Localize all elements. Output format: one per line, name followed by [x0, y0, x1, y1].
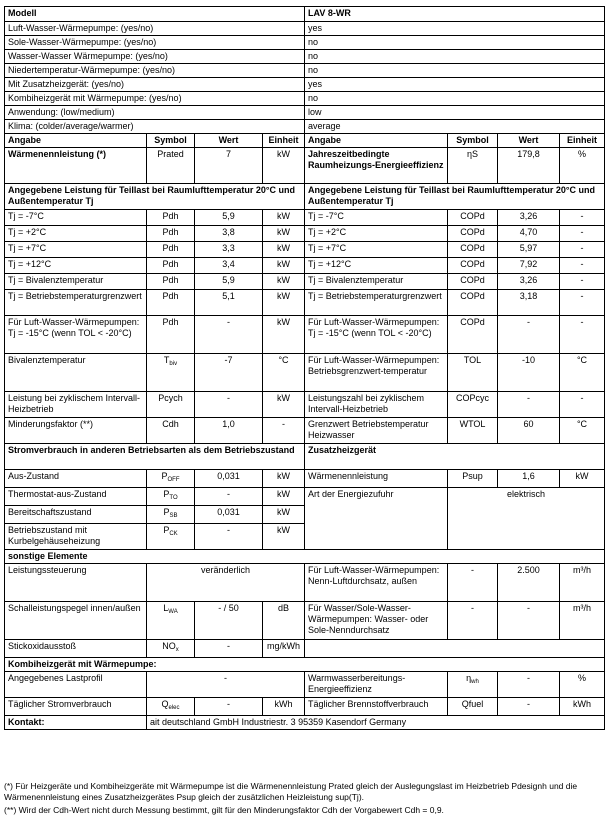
top-row-label: Klima: (colder/average/warmer) — [5, 120, 305, 134]
strom-symbol — [147, 488, 195, 506]
teillast-unit: kW — [263, 274, 305, 290]
daily-strom-symbol — [147, 698, 195, 716]
teillast-symbol: $T_{biv}$ — [147, 354, 195, 392]
teillast-label: Bivalenztemperatur — [5, 354, 147, 392]
daily-fuel-symbol: Qfuel — [448, 698, 498, 716]
teillast-label-right: Grenzwert Betriebstemperatur Heizwasser — [305, 418, 448, 444]
teillast-symbol: Pdh — [147, 242, 195, 258]
teillast-unit-right: - — [560, 210, 605, 226]
symbol-subscript: biv — [169, 361, 178, 367]
rated-unit: kW — [263, 148, 305, 184]
teillast-unit: kW — [263, 290, 305, 316]
schall-value: - / 50 — [195, 602, 263, 640]
teillast-value-right: 3,26 — [498, 274, 560, 290]
daily-fuel-label: Täglicher Brennstoffverbrauch — [305, 698, 448, 716]
teillast-unit: kW — [263, 210, 305, 226]
strom-label: Betriebszustand mit Kurbelgehäuseheizung — [5, 524, 147, 550]
top-row-value: average — [305, 120, 605, 134]
symbol-text: η — [466, 673, 472, 683]
teillast-label: Tj = +2°C — [5, 226, 147, 242]
ww-eff-value: - — [498, 672, 560, 698]
strom-symbol — [147, 470, 195, 488]
nox-unit: mg/kWh — [263, 640, 305, 658]
table-row — [5, 418, 605, 444]
teillast-unit-right: - — [560, 242, 605, 258]
table-row — [5, 64, 605, 78]
table-row — [5, 134, 605, 148]
teillast-unit-right: - — [560, 258, 605, 274]
teillast-symbol: Pdh — [147, 290, 195, 316]
sole-unit: m³/h — [560, 602, 605, 640]
zusatz-energy-value: elektrisch — [448, 488, 605, 550]
teillast-symbol-right: COPd — [448, 210, 498, 226]
luft-value: 2.500 — [498, 564, 560, 602]
strom-value: - — [195, 524, 263, 550]
strom-unit: kW — [263, 488, 305, 506]
luft-label: Für Luft-Wasser-Wärmepumpen: Nenn-Luftdurchsatz, außen — [305, 564, 448, 602]
teillast-label: Minderungsfaktor (**) — [5, 418, 147, 444]
col-header-einheit: Einheit — [263, 134, 305, 148]
teillast-label-right: Für Luft-Wasser-Wärmepumpen: Betriebsgrenzwert-temperatur — [305, 354, 448, 392]
table-row — [5, 716, 605, 730]
col-header-symbol: Symbol — [448, 134, 498, 148]
strom-value: - — [195, 488, 263, 506]
col-header-symbol: Symbol — [147, 134, 195, 148]
teillast-unit-right: - — [560, 290, 605, 316]
symbol-text: P — [163, 507, 170, 517]
efficiency-symbol: ηS — [448, 148, 498, 184]
teillast-symbol-right: COPd — [448, 290, 498, 316]
efficiency-label: Jahreszeitbedingte Raumheizungs-Energieeffizienz — [305, 148, 448, 184]
footnotes — [4, 781, 604, 818]
teillast-title-right: Angegebene Leistung für Teillast bei Raumlufttemperatur 20°C und Außentemperatur Tj — [305, 184, 605, 210]
empty-cell — [305, 640, 605, 658]
top-row-label: Kombiheizgerät mit Wärmepumpe: (yes/no) — [5, 92, 305, 106]
teillast-unit: °C — [263, 354, 305, 392]
strom-unit: kW — [263, 470, 305, 488]
table-row — [5, 184, 605, 210]
teillast-symbol-right: COPd — [448, 274, 498, 290]
footnote-rated: (*) Für Heizgeräte und Kombiheizgeräte mit Wärmepumpe ist die Wärmenennleistung Prated gleich der Auslegungslast im Heizbetrieb Pdesignh und die Wärmenennleistung eines Zusatzheizgerätes Psup gleich der zusätzlichen Heizleistung sup(Tj). — [4, 781, 578, 802]
strom-label: Bereitschaftszustand — [5, 506, 147, 524]
symbol-subscript: WA — [168, 609, 178, 615]
table-row — [5, 120, 605, 134]
symbol-subscript: OFF — [167, 477, 180, 483]
strom-symbol — [147, 506, 195, 524]
teillast-symbol: Pdh — [147, 316, 195, 354]
symbol-text: L — [163, 603, 169, 613]
teillast-value: 5,9 — [195, 210, 263, 226]
teillast-unit-right: °C — [560, 418, 605, 444]
top-row-label: Wasser-Wasser Wärmepumpe: (yes/no) — [5, 50, 305, 64]
top-row-label: Luft-Wasser-Wärmepumpe: (yes/no) — [5, 22, 305, 36]
top-row-label: Sole-Wasser-Wärmepumpe: (yes/no) — [5, 36, 305, 50]
table-row — [5, 470, 605, 488]
teillast-value: 1,0 — [195, 418, 263, 444]
col-header-angabe: Angabe — [5, 134, 147, 148]
symbol-subscript: wh — [471, 679, 479, 685]
symbol-text: NO — [162, 641, 176, 651]
teillast-label: Leistung bei zyklischem Intervall-Heizbetrieb — [5, 392, 147, 418]
efficiency-value: 179,8 — [498, 148, 560, 184]
nox-symbol — [147, 640, 195, 658]
top-row-value: no — [305, 64, 605, 78]
daily-fuel-value: - — [498, 698, 560, 716]
schall-symbol — [147, 602, 195, 640]
zusatz-title: Zusatzheizgerät — [305, 444, 605, 470]
teillast-symbol-right: WTOL — [448, 418, 498, 444]
spec-table — [4, 6, 605, 730]
teillast-label: Tj = Bivalenztemperatur — [5, 274, 147, 290]
table-row — [5, 672, 605, 698]
efficiency-unit: % — [560, 148, 605, 184]
teillast-symbol: Pdh — [147, 226, 195, 242]
table-row — [5, 210, 605, 226]
table-row — [5, 106, 605, 120]
daily-fuel-unit: kWh — [560, 698, 605, 716]
teillast-symbol-right: COPd — [448, 226, 498, 242]
teillast-value: - — [195, 316, 263, 354]
zusatz-rated-unit: kW — [560, 470, 605, 488]
teillast-unit: kW — [263, 392, 305, 418]
teillast-symbol-right: COPd — [448, 242, 498, 258]
teillast-unit-right: - — [560, 392, 605, 418]
teillast-symbol-right: COPcyc — [448, 392, 498, 418]
table-row — [5, 50, 605, 64]
strom-symbol — [147, 524, 195, 550]
teillast-value-right: 5,97 — [498, 242, 560, 258]
kombi-title: Kombiheizgerät mit Wärmepumpe: — [5, 658, 605, 672]
strom-value: 0,031 — [195, 506, 263, 524]
teillast-value: 3,3 — [195, 242, 263, 258]
zusatz-rated-symbol: Psup — [448, 470, 498, 488]
teillast-value: 3,8 — [195, 226, 263, 242]
model-value: LAV 8-WR — [305, 7, 605, 22]
strom-unit: kW — [263, 524, 305, 550]
teillast-label: Tj = +12°C — [5, 258, 147, 274]
teillast-symbol-right: TOL — [448, 354, 498, 392]
teillast-unit: kW — [263, 242, 305, 258]
table-row — [5, 602, 605, 640]
model-label: Modell — [5, 7, 305, 22]
teillast-value-right: 60 — [498, 418, 560, 444]
table-row — [5, 392, 605, 418]
ww-eff-unit: % — [560, 672, 605, 698]
teillast-unit: kW — [263, 226, 305, 242]
table-row — [5, 640, 605, 658]
table-row — [5, 22, 605, 36]
teillast-value-right: 3,26 — [498, 210, 560, 226]
daily-strom-unit: kWh — [263, 698, 305, 716]
col-header-wert: Wert — [195, 134, 263, 148]
teillast-value-right: - — [498, 316, 560, 354]
teillast-symbol: Pdh — [147, 210, 195, 226]
teillast-label-right: Tj = Betriebstemperaturgrenzwert — [305, 290, 448, 316]
teillast-label-right: Tj = +2°C — [305, 226, 448, 242]
teillast-symbol: Pdh — [147, 274, 195, 290]
strom-label: Thermostat-aus-Zustand — [5, 488, 147, 506]
teillast-value-right: - — [498, 392, 560, 418]
steuer-label: Leistungssteuerung — [5, 564, 147, 602]
table-row — [5, 148, 605, 184]
teillast-label-right: Tj = -7°C — [305, 210, 448, 226]
rated-symbol: Prated — [147, 148, 195, 184]
teillast-label: Tj = Betriebstemperaturgrenzwert — [5, 290, 147, 316]
top-row-value: no — [305, 50, 605, 64]
symbol-subscript: x — [175, 647, 179, 653]
schall-unit: dB — [263, 602, 305, 640]
table-row — [5, 354, 605, 392]
ww-eff-symbol — [448, 672, 498, 698]
teillast-label-right: Tj = +12°C — [305, 258, 448, 274]
sonstige-title: sonstige Elemente — [5, 550, 605, 564]
teillast-symbol: Cdh — [147, 418, 195, 444]
symbol-text: P — [163, 489, 170, 499]
top-row-value: low — [305, 106, 605, 120]
table-row — [5, 698, 605, 716]
table-row — [5, 258, 605, 274]
col-header-einheit: Einheit — [560, 134, 605, 148]
teillast-unit-right: °C — [560, 354, 605, 392]
top-row-value: no — [305, 92, 605, 106]
ww-eff-label: Warmwasserbereitungs-Energieeffizienz — [305, 672, 448, 698]
kontakt-value: ait deutschland GmbH Industriestr. 3 95359 Kasendorf Germany — [147, 716, 605, 730]
strom-unit: kW — [263, 506, 305, 524]
table-row — [5, 550, 605, 564]
teillast-unit-right: - — [560, 274, 605, 290]
sole-label: Für Wasser/Sole-Wasser-Wärmepumpen: Wasser- oder Sole-Nenndurchsatz — [305, 602, 448, 640]
teillast-value-right: 4,70 — [498, 226, 560, 242]
symbol-text: P — [163, 525, 170, 535]
table-row — [5, 226, 605, 242]
teillast-unit: kW — [263, 258, 305, 274]
nox-value: - — [195, 640, 263, 658]
kontakt-label: Kontakt: — [5, 716, 147, 730]
teillast-symbol: Pcych — [147, 392, 195, 418]
teillast-unit: - — [263, 418, 305, 444]
strom-value: 0,031 — [195, 470, 263, 488]
zusatz-rated-value: 1,6 — [498, 470, 560, 488]
zusatz-rated-label: Wärmenennleistung — [305, 470, 448, 488]
table-row — [5, 242, 605, 258]
steuer-value: veränderlich — [147, 564, 305, 602]
teillast-label: Tj = -7°C — [5, 210, 147, 226]
teillast-symbol: Pdh — [147, 258, 195, 274]
table-row — [5, 488, 605, 506]
top-row-label: Mit Zusatzheizgerät: (yes/no) — [5, 78, 305, 92]
last-value: - — [147, 672, 305, 698]
table-row — [5, 316, 605, 354]
teillast-label: Für Luft-Wasser-Wärmepumpen: Tj = -15°C (wenn TOL < -20°C) — [5, 316, 147, 354]
top-row-label: Anwendung: (low/medium) — [5, 106, 305, 120]
top-row-value: no — [305, 36, 605, 50]
zusatz-energy-label: Art der Energiezufuhr — [305, 488, 448, 550]
table-row — [5, 92, 605, 106]
top-row-value: yes — [305, 78, 605, 92]
teillast-symbol-right: COPd — [448, 258, 498, 274]
strom-label: Aus-Zustand — [5, 470, 147, 488]
col-header-angabe: Angabe — [305, 134, 448, 148]
rated-value: 7 — [195, 148, 263, 184]
table-row — [5, 290, 605, 316]
teillast-value-right: 3,18 — [498, 290, 560, 316]
table-row — [5, 444, 605, 470]
daily-strom-label: Täglicher Stromverbrauch — [5, 698, 147, 716]
col-header-wert: Wert — [498, 134, 560, 148]
teillast-unit: kW — [263, 316, 305, 354]
footnote-cdh: (**) Wird der Cdh-Wert nicht durch Messung bestimmt, gilt für den Minderungsfaktor Cdh der Vorgabewert Cdh = 0,9. — [4, 805, 444, 815]
luft-unit: m³/h — [560, 564, 605, 602]
teillast-label-right: Leistungszahl bei zyklischem Intervall-Heizbetrieb — [305, 392, 448, 418]
teillast-title-left: Angegebene Leistung für Teillast bei Raumlufttemperatur 20°C und Außentemperatur Tj — [5, 184, 305, 210]
teillast-value: -7 — [195, 354, 263, 392]
table-row — [5, 658, 605, 672]
symbol-subscript: SB — [169, 513, 178, 519]
teillast-label-right: Für Luft-Wasser-Wärmepumpen: Tj = -15°C (wenn TOL < -20°C) — [305, 316, 448, 354]
daily-strom-value: - — [195, 698, 263, 716]
table-row — [5, 78, 605, 92]
sole-value: - — [498, 602, 560, 640]
symbol-text: P — [161, 471, 168, 481]
symbol-subscript: elec — [168, 705, 180, 711]
teillast-unit-right: - — [560, 226, 605, 242]
table-row — [5, 36, 605, 50]
luft-symbol: - — [448, 564, 498, 602]
teillast-value: 3,4 — [195, 258, 263, 274]
symbol-subscript: CK — [169, 531, 178, 537]
teillast-symbol-right: COPd — [448, 316, 498, 354]
teillast-unit-right: - — [560, 316, 605, 354]
top-row-value: yes — [305, 22, 605, 36]
sole-symbol: - — [448, 602, 498, 640]
table-row — [5, 564, 605, 602]
strom-title: Stromverbrauch in anderen Betriebsarten als dem Betriebszustand — [5, 444, 305, 470]
last-label: Angegebenes Lastprofil — [5, 672, 147, 698]
teillast-label: Tj = +7°C — [5, 242, 147, 258]
schall-label: Schalleistungspegel innen/außen — [5, 602, 147, 640]
table-row — [5, 7, 605, 22]
teillast-value-right: 7,92 — [498, 258, 560, 274]
table-row — [5, 274, 605, 290]
teillast-value: 5,9 — [195, 274, 263, 290]
teillast-label-right: Tj = Bivalenztemperatur — [305, 274, 448, 290]
teillast-value: - — [195, 392, 263, 418]
symbol-text: Q — [161, 699, 169, 709]
nox-label: Stickoxidausstoß — [5, 640, 147, 658]
teillast-label-right: Tj = +7°C — [305, 242, 448, 258]
teillast-value: 5,1 — [195, 290, 263, 316]
top-row-label: Niedertemperatur-Wärmepumpe: (yes/no) — [5, 64, 305, 78]
teillast-value-right: -10 — [498, 354, 560, 392]
symbol-subscript: TO — [169, 495, 178, 501]
rated-label: Wärmenennleistung (*) — [5, 148, 147, 184]
